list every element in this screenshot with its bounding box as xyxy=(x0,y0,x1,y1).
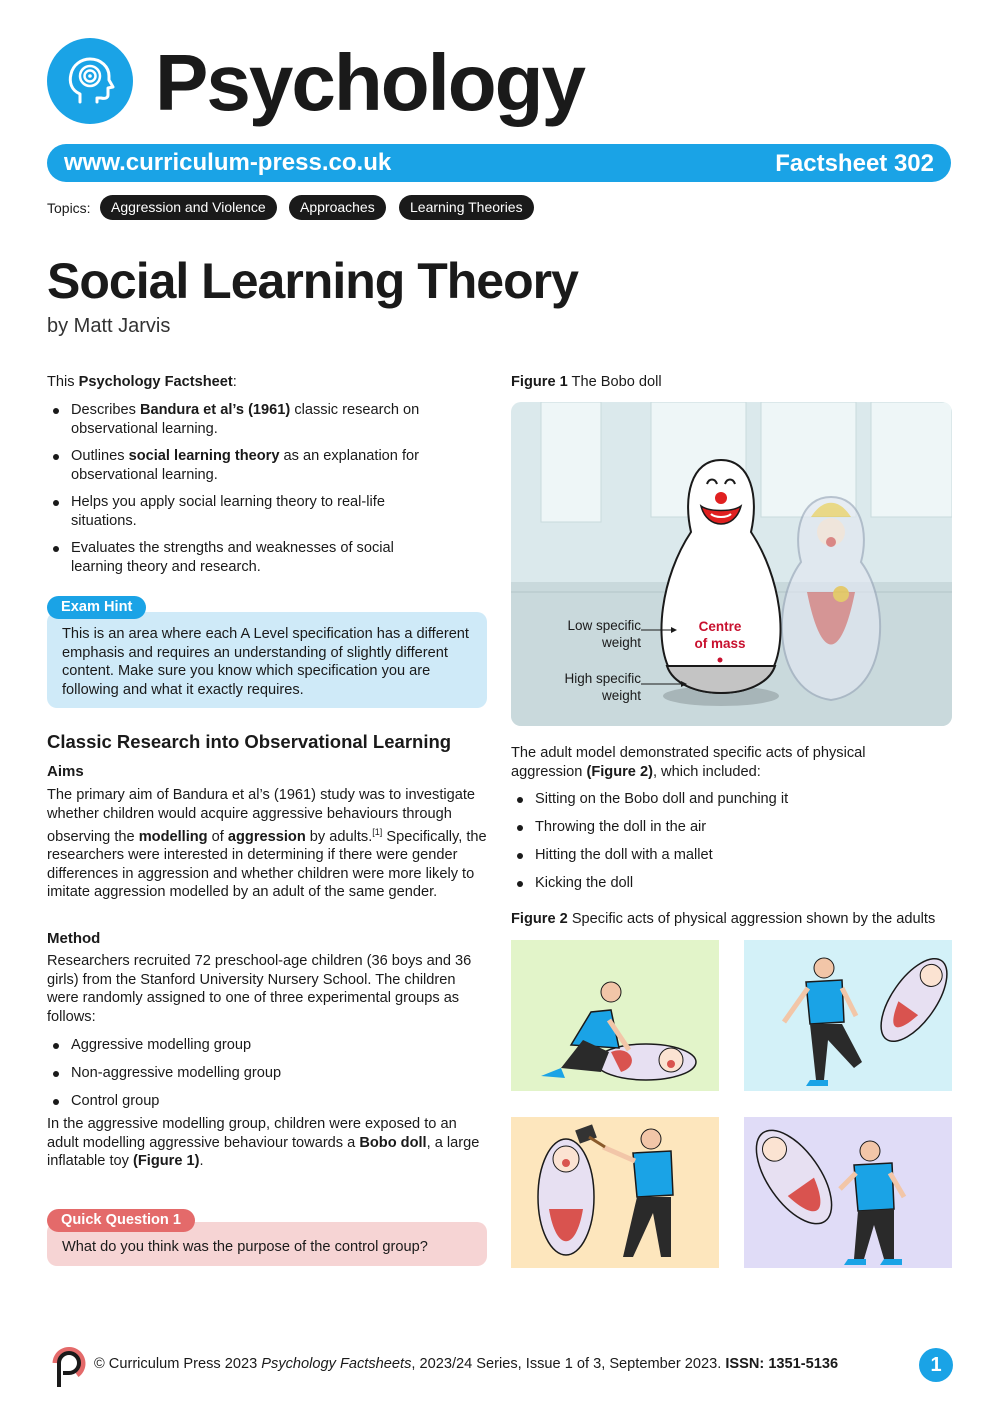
mallet-illustration xyxy=(511,1117,719,1268)
acts-list xyxy=(511,790,931,893)
figure1-bobo-doll xyxy=(511,402,952,726)
section-heading-classic: Classic Research into Observational Learning xyxy=(47,731,452,752)
figure2-caption: Figure 2 Specific acts of physical aggression shown by the adults xyxy=(511,911,936,927)
high-weight-label: High specific weight xyxy=(564,671,641,703)
group-item: Aggressive modelling group xyxy=(47,1036,467,1055)
kicking-illustration xyxy=(744,1117,952,1268)
intro-item: Helps you apply social learning theory to real-life situations. xyxy=(47,493,447,530)
factsheet-number: Factsheet 302 xyxy=(775,150,934,177)
bobo-intro-text: In the aggressive modelling group, children were exposed to an adult modelling aggressive behaviour towards a Bobo doll, a large inflatable toy (Figure 1). xyxy=(47,1116,480,1169)
act-item: Throwing the doll in the air xyxy=(511,818,931,837)
act-item: Kicking the doll xyxy=(511,874,931,893)
figure1-caption: Figure 1 The Bobo doll xyxy=(511,374,662,390)
intro-item: Evaluates the strengths and weaknesses of social learning theory and research. xyxy=(47,539,447,576)
aims-text: The primary aim of Bandura et al’s (1961) study was to investigate whether children would acquire aggressive behaviours through observing the modelling of aggression by adults.[1] Specifically, the researchers were interested in determining if there were gender differences in aggression and whether children were more likely to imitate aggression modelled by an adult of the same gender. xyxy=(47,787,487,901)
low-weight-label: Low specific weight xyxy=(567,618,641,650)
group-item: Control group xyxy=(47,1092,467,1111)
intro-item: Outlines social learning theory as an explanation for observational learning. xyxy=(47,447,447,484)
brain-head-icon xyxy=(47,38,133,124)
model-text: The adult model demonstrated specific acts of physical aggression (Figure 2), which included: xyxy=(511,745,866,780)
topics-label: Topics: xyxy=(47,200,91,216)
page-title: Social Learning Theory xyxy=(47,253,578,309)
author: by Matt Jarvis xyxy=(47,315,171,337)
brain-head-logo xyxy=(47,38,133,124)
act-item: Sitting on the Bobo doll and punching it xyxy=(511,790,931,809)
figure2-panel-mallet xyxy=(511,1117,719,1268)
act-item: Hitting the doll with a mallet xyxy=(511,846,931,865)
throwing-illustration xyxy=(744,940,952,1091)
curriculum-press-logo xyxy=(47,1343,87,1389)
quick-question-label: Quick Question 1 xyxy=(47,1209,195,1232)
intro-item: Describes Bandura et al’s (1961) classic research on observational learning. xyxy=(47,401,447,438)
method-text: Researchers recruited 72 preschool-age children (36 boys and 36 girls) from the Stanford University Nursery School. The children were randomly assigned to one of three experimental groups as follows: xyxy=(47,953,472,1025)
group-item: Non-aggressive modelling group xyxy=(47,1064,467,1083)
footer-copyright: © Curriculum Press 2023 Psychology Factsheets, 2023/24 Series, Issue 1 of 3, September 2023. ISSN: 1351-5136 xyxy=(94,1356,839,1372)
topic-tag-approaches[interactable]: Approaches xyxy=(289,195,386,220)
aims-heading: Aims xyxy=(47,763,84,780)
figure2-panel-throwing xyxy=(744,940,952,1091)
brand-title: Psychology xyxy=(155,38,585,127)
figure2-panel-punching xyxy=(511,940,719,1091)
exam-hint-text: This is an area where each A Level specification has a different emphasis and requires an understanding of slightly different content. Make sure you know which specification you are following and what it exactly requires. xyxy=(62,626,469,698)
groups-list xyxy=(47,1036,467,1111)
figure2-panel-kicking xyxy=(744,1117,952,1268)
punching-illustration xyxy=(511,940,719,1091)
topic-tag-learning-theories[interactable]: Learning Theories xyxy=(399,195,534,220)
page-number: 1 xyxy=(919,1348,953,1382)
website-link[interactable]: www.curriculum-press.co.uk xyxy=(64,149,392,176)
topic-tag-aggression[interactable]: Aggression and Violence xyxy=(100,195,277,220)
exam-hint-label: Exam Hint xyxy=(47,596,146,619)
method-heading: Method xyxy=(47,930,101,947)
intro-lead: This Psychology Factsheet: xyxy=(47,374,237,390)
quick-question-text: What do you think was the purpose of the control group? xyxy=(62,1239,428,1255)
intro-list xyxy=(47,401,447,576)
centre-of-mass-label: Centre of mass xyxy=(694,619,746,651)
curriculum-press-icon xyxy=(47,1343,87,1389)
